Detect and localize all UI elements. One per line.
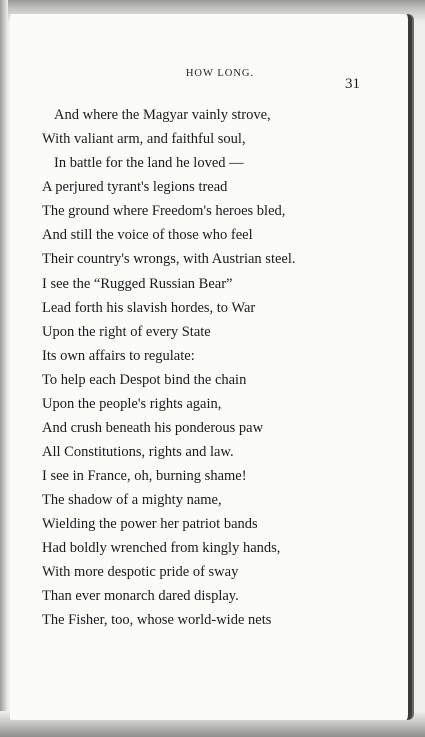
poem-line: And still the voice of those who feel [42, 227, 253, 243]
poem-line: To help each Despot bind the chain [42, 372, 247, 388]
poem-line: Had boldly wrenched from kingly hands, [42, 540, 281, 556]
poem-line: Than ever monarch dared display. [42, 588, 239, 604]
page-number: 31 [345, 76, 360, 92]
poem-line: The ground where Freedom's heroes bled, [42, 203, 286, 219]
poem-line: I see in France, oh, burning shame! [42, 468, 247, 484]
poem-line: With more despotic pride of sway [42, 564, 239, 580]
poem-line: A perjured tyrant's legions tread [42, 179, 228, 195]
poem-line: The Fisher, too, whose world-wide nets [42, 612, 272, 628]
poem-line: Lead forth his slavish hordes, to War [42, 300, 256, 316]
poem-line: Wielding the power her patriot bands [42, 516, 258, 532]
poem-line: Their country's wrongs, with Austrian steel. [42, 251, 296, 267]
scan-shadow-left [0, 0, 8, 737]
poem-line: With valiant arm, and faithful soul, [42, 131, 246, 147]
poem-line: Upon the right of every State [42, 324, 211, 340]
poem-line: And where the Magyar vainly strove, [54, 107, 271, 123]
poem-line: Its own affairs to regulate: [42, 348, 195, 364]
poem-line: And crush beneath his ponderous paw [42, 420, 264, 436]
poem-line: All Constitutions, rights and law. [42, 444, 234, 460]
poem-line: I see the “Rugged Russian Bear” [42, 276, 233, 292]
poem-line: Upon the people's rights again, [42, 396, 222, 412]
poem-line: In battle for the land he loved — [54, 155, 244, 171]
poem-line: The shadow of a mighty name, [42, 492, 222, 508]
running-head: HOW LONG. [185, 68, 255, 79]
book-page [10, 14, 412, 720]
